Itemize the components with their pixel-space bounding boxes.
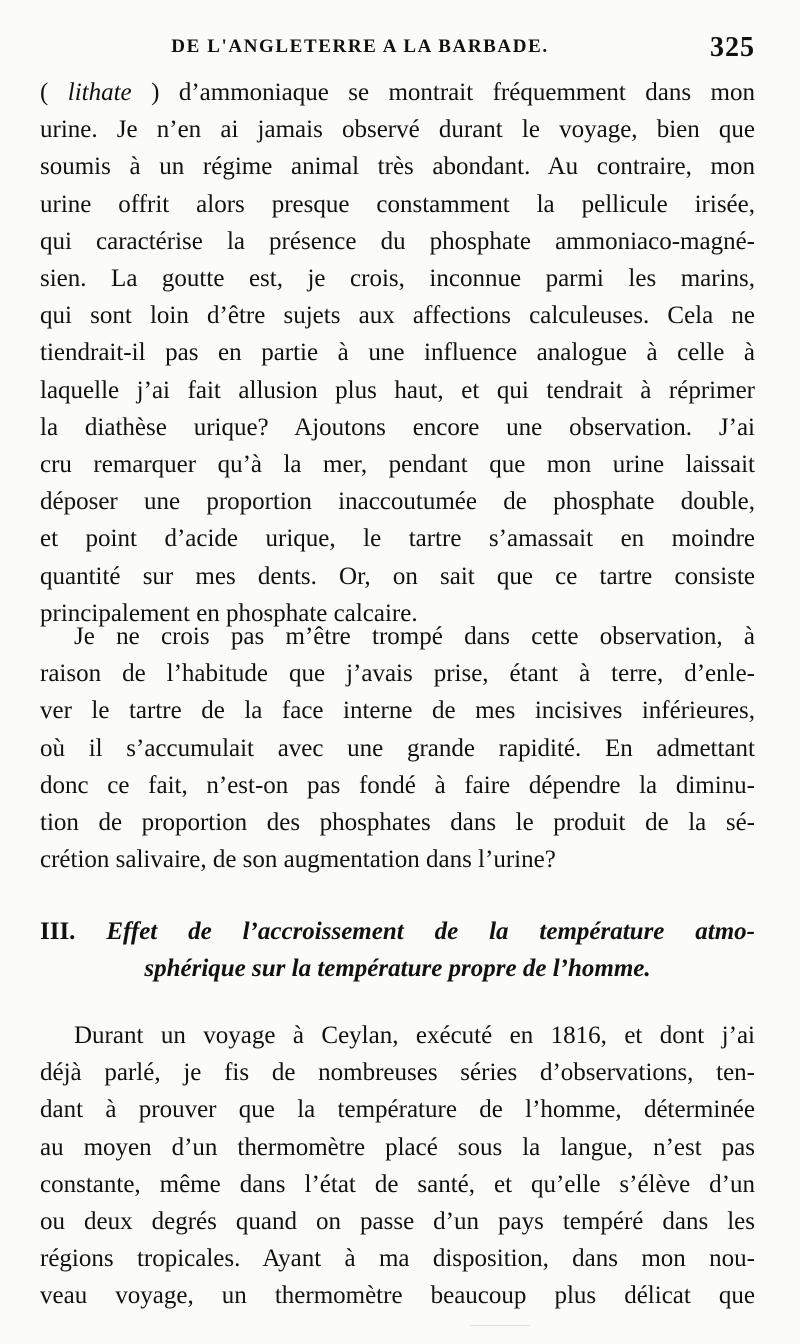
- paragraph-3-line: dant à prouver que la température de l’homme, déterminée: [40, 1096, 755, 1124]
- paragraph-3-line: déjà parlé, je fis de nombreuses séries d’observations, ten-: [40, 1059, 755, 1087]
- paragraph-1-line: déposer une proportion inaccoutumée de phosphate double,: [40, 488, 755, 516]
- running-title: DE L'ANGLETERRE A LA BARBADE.: [171, 36, 549, 57]
- paragraph-1-line: urine. Je n’en ai jamais observé durant le voyage, bien que: [40, 116, 755, 144]
- paragraph-1-line: qui caractérise la présence du phosphate ammoniaco-magné-: [40, 227, 755, 255]
- paragraph-1-line: laquelle j’ai fait allusion plus haut, et qui tendrait à réprimer: [40, 376, 755, 404]
- paragraph-3-line: au moyen d’un thermomètre placé sous la langue, n’est pas: [40, 1133, 755, 1161]
- paragraph-3-line: Durant un voyage à Ceylan, exécuté en 1816, et dont j’ai: [74, 1022, 755, 1049]
- page-number: 325: [710, 32, 755, 63]
- paragraph-1: [40, 74, 755, 632]
- paragraph-1-line: soumis à un régime animal très abondant. Au contraire, mon: [40, 153, 755, 181]
- paragraph-2-line: donc ce fait, n’est-on pas fondé à faire dépendre la diminu-: [40, 771, 755, 799]
- section-heading-line-2: [40, 950, 755, 987]
- paragraph-1-line: sien. La goutte est, je crois, inconnue parmi les marins,: [40, 265, 755, 293]
- section-heading-line-1: [40, 913, 755, 950]
- paragraph-1-line: urine offrit alors presque constamment la pellicule irisée,: [40, 190, 755, 218]
- paragraph-3-line: veau voyage, un thermomètre beaucoup plus délicat que: [40, 1282, 755, 1310]
- paragraph-3: [40, 1017, 755, 1315]
- paragraph-1-line: qui sont loin d’être sujets aux affections calculeuses. Cela ne: [40, 302, 755, 330]
- paragraph-1-line: tiendrait-il pas en partie à une influence analogue à celle à: [40, 339, 755, 367]
- paragraph-2-line: Je ne crois pas m’être trompé dans cette observation, à: [74, 623, 755, 650]
- paragraph-3-line: régions tropicales. Ayant à ma disposition, dans mon nou-: [40, 1245, 755, 1273]
- section-heading: [40, 913, 755, 987]
- paragraph-3-line: constante, même dans l’état de santé, et qu’elle s’élève d’un: [40, 1170, 755, 1198]
- page-edge-mark: [470, 1325, 530, 1326]
- paragraph-2-line: tion de proportion des phosphates dans le produit de la sé-: [40, 809, 755, 837]
- paragraph-1-line: ( lithate ) d’ammoniaque se montrait fréquemment dans mon: [40, 79, 756, 106]
- paragraph-2-line: crétion salivaire, de son augmentation dans l’urine?: [40, 846, 556, 874]
- paragraph-2-line: ver le tartre de la face interne de mes incisives inférieures,: [40, 697, 755, 725]
- section-numeral: III.: [40, 918, 76, 945]
- paragraph-1-line: quantité sur mes dents. Or, on sait que ce tartre consiste: [40, 562, 755, 590]
- paragraph-2: [40, 618, 755, 878]
- running-head: [40, 32, 755, 68]
- paragraph-1-line: principalement en phosphate calcaire.: [40, 599, 418, 627]
- paragraph-2-line: raison de l’habitude que j’avais prise, étant à terre, d’enle-: [40, 660, 755, 688]
- paragraph-3-line: ou deux degrés quand on passe d’un pays tempéré dans les: [40, 1208, 755, 1236]
- section-title-part-1: Effet de l’accroissement de la température atmo-: [106, 918, 756, 945]
- paragraph-1-line: et point d’acide urique, le tartre s’amassait en moindre: [40, 525, 755, 553]
- paragraph-1-line: cru remarquer qu’à la mer, pendant que mon urine laissait: [40, 451, 755, 479]
- paragraph-1-line: la diathèse urique? Ajoutons encore une observation. J’ai: [40, 413, 755, 441]
- section-title-part-2: sphérique sur la température propre de l’homme.: [144, 955, 651, 982]
- paragraph-2-line: où il s’accumulait avec une grande rapidité. En admettant: [40, 734, 755, 762]
- italic-term: lithate: [67, 79, 132, 106]
